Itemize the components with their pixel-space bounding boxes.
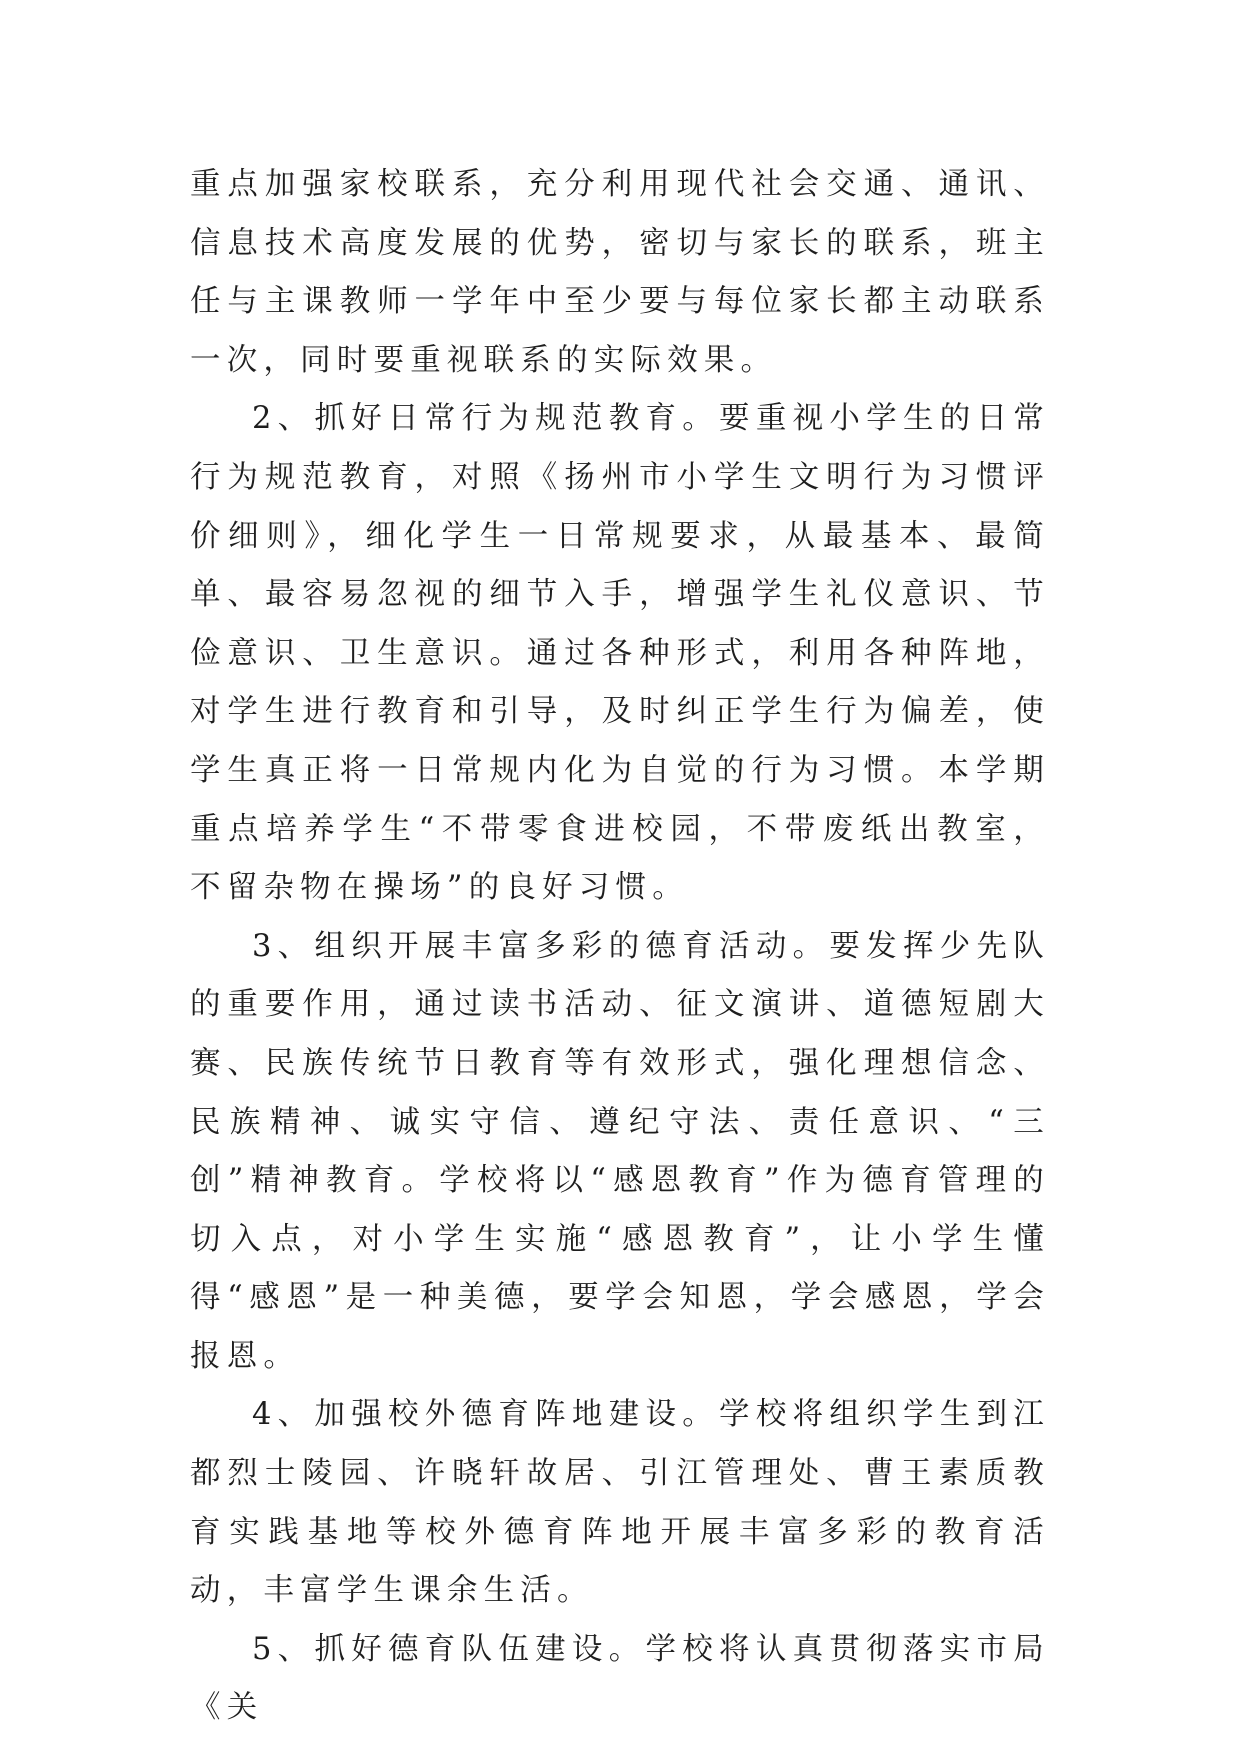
paragraph-home-school-contact: 重点加强家校联系，充分利用现代社会交通、通讯、信息技术高度发展的优势，密切与家长的联系，班主任与主课教师一学年中至少要与每位家长都主动联系一次，同时要重视联系的实际效果。 xyxy=(190,167,1050,378)
body-text xyxy=(190,156,1050,1738)
paragraph-behavior-norms: 2、抓好日常行为规范教育。要重视小学生的日常行为规范教育，对照《扬州市小学生文明行为习惯评价细则》，细化学生一日常规要求，从最基本、最简单、最容易忽视的细节入手，增强学生礼仪意识、节俭意识、卫生意识。通过各种形式，利用各种阵地，对学生进行教育和引导，及时纠正学生行为偏差，使学生真正将一日常规内化为自觉的行为习惯。本学期重点培养学生“不带零食进校园，不带废纸出教室，不留杂物在操场”的良好习惯。 xyxy=(190,401,1050,906)
paragraph-moral-activities: 3、组织开展丰富多彩的德育活动。要发挥少先队的重要作用，通过读书活动、征文演讲、道德短剧大赛、民族传统节日教育等有效形式，强化理想信念、民族精神、诚实守信、遵纪守法、责任意识、“三创”精神教育。学校将以“感恩教育”作为德育管理的切入点，对小学生实施“感恩教育”，让小学生懂得“感恩”是一种美德，要学会知恩，学会感恩，学会报恩。 xyxy=(190,928,1050,1374)
paragraph-team-building: 5、抓好德育队伍建设。学校将认真贯彻落实市局《关 xyxy=(190,1631,1050,1726)
paragraph-off-campus-bases: 4、加强校外德育阵地建设。学校将组织学生到江都烈士陵园、许晓轩故居、引江管理处、曹王素质教育实践基地等校外德育阵地开展丰富多彩的教育活动，丰富学生课余生活。 xyxy=(190,1397,1050,1609)
